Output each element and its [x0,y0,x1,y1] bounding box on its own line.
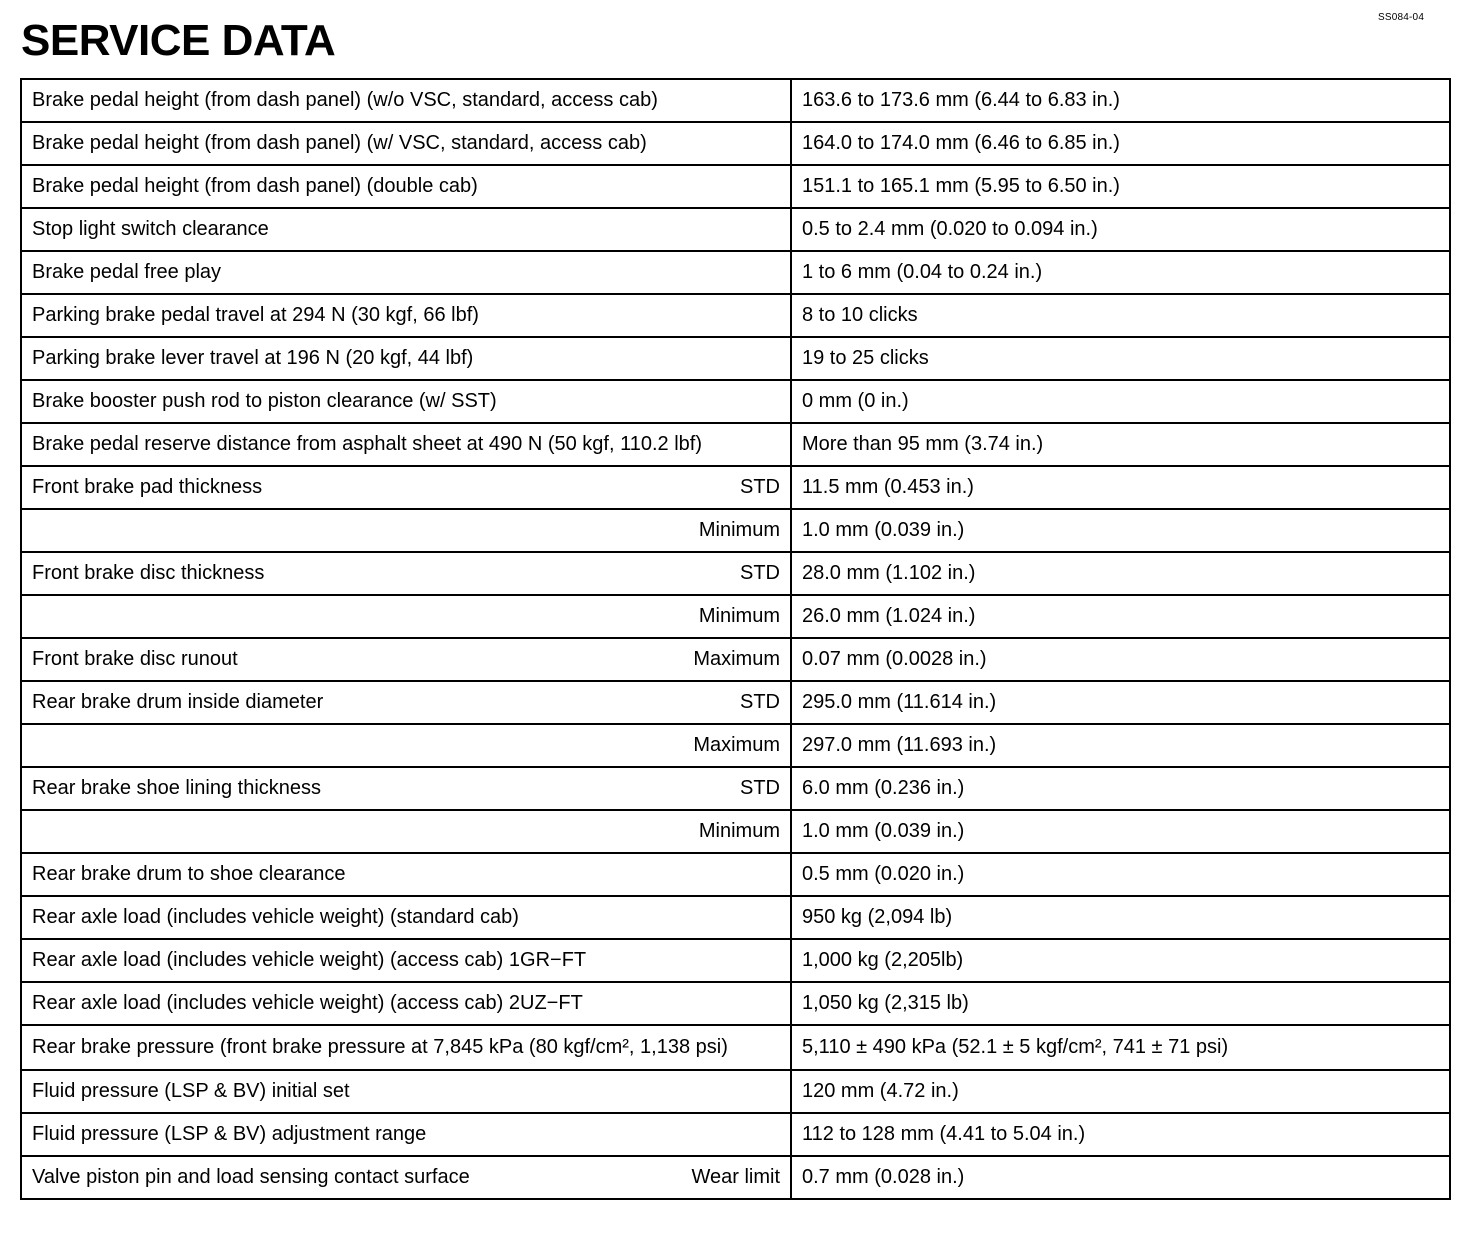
spec-qualifier: Wear limit [691,1166,780,1188]
spec-value: 164.0 to 174.0 mm (6.46 to 6.85 in.) [791,122,1450,165]
spec-label: Rear brake shoe lining thickness [32,777,322,799]
spec-value: 297.0 mm (11.693 in.) [791,724,1450,767]
spec-value: 0.5 to 2.4 mm (0.020 to 0.094 in.) [791,208,1450,251]
spec-qualifier: STD [740,476,780,498]
spec-label: Front brake disc runout [32,648,238,670]
table-row [21,337,1450,380]
table-row [21,982,1450,1025]
table-row [21,423,1450,466]
spec-value: 6.0 mm (0.236 in.) [791,767,1450,810]
spec-value: 5,110 ± 490 kPa (52.1 ± 5 kgf/cm², 741 ± 71 psi) [791,1025,1450,1070]
table-row [21,939,1450,982]
spec-value: 151.1 to 165.1 mm (5.95 to 6.50 in.) [791,165,1450,208]
spec-label: Fluid pressure (LSP & BV) initial set [32,1080,350,1102]
table-row [21,165,1450,208]
table-row [21,1156,1450,1199]
spec-label: Front brake disc thickness [32,562,265,584]
spec-value: 950 kg (2,094 lb) [791,896,1450,939]
spec-qualifier: Maximum [693,648,780,670]
spec-value: 120 mm (4.72 in.) [791,1070,1450,1113]
spec-label: Rear brake drum to shoe clearance [32,863,346,885]
table-row [21,380,1450,423]
table-row [21,294,1450,337]
spec-value: 0 mm (0 in.) [791,380,1450,423]
spec-label: Fluid pressure (LSP & BV) adjustment range [32,1123,427,1145]
spec-label: Rear axle load (includes vehicle weight) (access cab) 1GR−FT [32,949,587,971]
spec-qualifier: STD [740,562,780,584]
spec-value: 1.0 mm (0.039 in.) [791,810,1450,853]
table-row [21,638,1450,681]
table-row [21,1070,1450,1113]
spec-label: Rear axle load (includes vehicle weight) (standard cab) [32,906,519,928]
spec-label: Parking brake lever travel at 196 N (20 kgf, 44 lbf) [32,347,474,369]
spec-label: Rear axle load (includes vehicle weight) (access cab) 2UZ−FT [32,992,583,1014]
table-row [21,853,1450,896]
spec-label: Front brake pad thickness [32,476,263,498]
table-row [21,122,1450,165]
spec-label: Rear brake drum inside diameter [32,691,324,713]
spec-label: Brake pedal height (from dash panel) (w/o VSC, standard, access cab) [32,89,658,111]
spec-label: Rear brake pressure (front brake pressure at 7,845 kPa (80 kgf/cm², 1,138 psi) [32,1036,728,1058]
spec-label: Brake booster push rod to piston clearance (w/ SST) [32,390,497,412]
table-row [21,724,1450,767]
table-row [21,466,1450,509]
spec-value: 26.0 mm (1.024 in.) [791,595,1450,638]
spec-label: Brake pedal reserve distance from asphalt sheet at 490 N (50 kgf, 110.2 lbf) [32,433,702,455]
document-code: SS084-04 [1378,12,1425,23]
spec-value: 1.0 mm (0.039 in.) [791,509,1450,552]
spec-label: Stop light switch clearance [32,218,269,240]
spec-value: 19 to 25 clicks [791,337,1450,380]
service-data-table [20,78,1451,1200]
spec-qualifier: STD [740,777,780,799]
table-row [21,1113,1450,1156]
spec-value: 295.0 mm (11.614 in.) [791,681,1450,724]
spec-value: 112 to 128 mm (4.41 to 5.04 in.) [791,1113,1450,1156]
spec-value: 8 to 10 clicks [791,294,1450,337]
table-row [21,767,1450,810]
spec-qualifier: Minimum [698,519,780,541]
spec-value: 11.5 mm (0.453 in.) [791,466,1450,509]
spec-qualifier: Maximum [693,734,780,756]
table-row [21,509,1450,552]
spec-value: 0.5 mm (0.020 in.) [791,853,1450,896]
table-row [21,810,1450,853]
spec-label: Parking brake pedal travel at 294 N (30 kgf, 66 lbf) [32,304,479,326]
table-row [21,79,1450,122]
spec-value: 28.0 mm (1.102 in.) [791,552,1450,595]
spec-value: 1,000 kg (2,205lb) [791,939,1450,982]
spec-value: 0.7 mm (0.028 in.) [791,1156,1450,1199]
spec-qualifier: STD [740,691,780,713]
table-row [21,208,1450,251]
spec-qualifier: Minimum [698,820,780,842]
table-row [21,681,1450,724]
spec-label: Valve piston pin and load sensing contact surface [32,1166,470,1188]
spec-value: More than 95 mm (3.74 in.) [791,423,1450,466]
spec-label: Brake pedal height (from dash panel) (w/ VSC, standard, access cab) [32,132,647,154]
page-title: SERVICE DATA [21,16,336,65]
table-row [21,552,1450,595]
table-row [21,251,1450,294]
table-row [21,595,1450,638]
spec-label: Brake pedal height (from dash panel) (double cab) [32,175,478,197]
table-row [21,896,1450,939]
spec-label: Brake pedal free play [32,261,222,283]
spec-value: 0.07 mm (0.0028 in.) [791,638,1450,681]
spec-value: 163.6 to 173.6 mm (6.44 to 6.83 in.) [791,79,1450,122]
spec-value: 1,050 kg (2,315 lb) [791,982,1450,1025]
table-row [21,1025,1450,1070]
spec-value: 1 to 6 mm (0.04 to 0.24 in.) [791,251,1450,294]
spec-qualifier: Minimum [698,605,780,627]
